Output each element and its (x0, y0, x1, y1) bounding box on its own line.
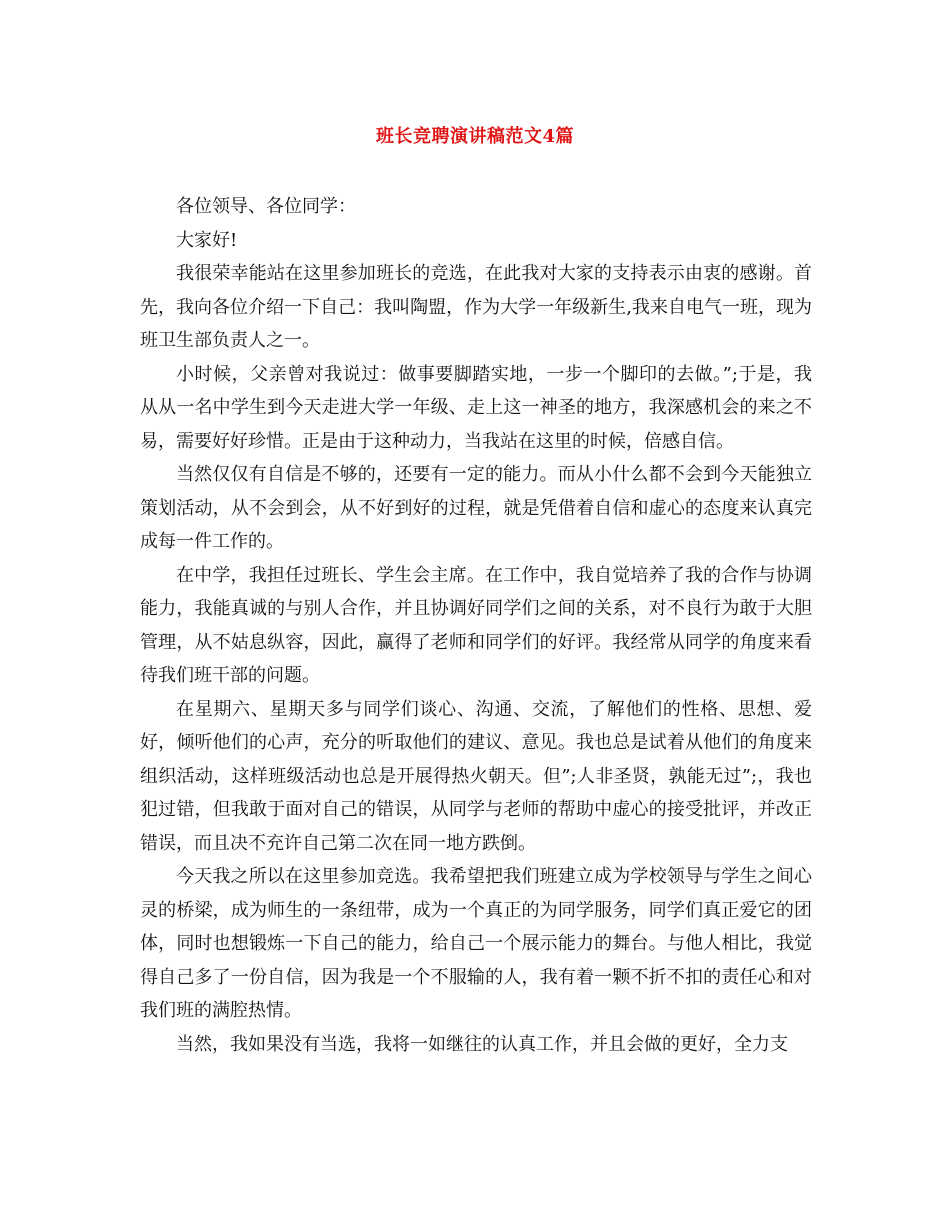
paragraph: 在中学，我担任过班长、学生会主席。在工作中，我自觉培养了我的合作与协调能力，我能真诚的与别人合作，并且协调好同学们之间的关系，对不良行为敢于大胆管理，从不姑息纵容，因此，赢得了老师和同学们的好评。我经常从同学的角度来看待我们班干部的问题。 (140, 564, 812, 686)
document-title: 班长竞聘演讲稿范文4篇 (375, 126, 575, 147)
paragraph: 小时候，父亲曾对我说过：做事要脚踏实地，一步一个脚印的去做。”;于是，我从从一名中学生到今天走进大学一年级、走上这一神圣的地方，我深感机会的来之不易，需要好好珍惜。正是由于这种动力，当我站在这里的时候，倍感自信。 (140, 363, 812, 452)
paragraph-greeting: 大家好! (176, 229, 238, 251)
paragraph-salutation: 各位领导、各位同学： (176, 196, 356, 217)
paragraph: 我很荣幸能站在这里参加班长的竞选，在此我对大家的支持表示由衷的感谢。首先，我向各位介绍一下自己：我叫陶盟，作为大学一年级新生,我来自电气一班，现为班卫生部负责人之一。 (140, 263, 812, 351)
paragraph: 在星期六、星期天多与同学们谈心、沟通、交流，了解他们的性格、思想、爱好，倾听他们的心声，充分的听取他们的建议、意见。我也总是试着从他们的角度来组织活动，这样班级活动也总是开展得热火朝天。但”;人非圣贤，孰能无过”;，我也犯过错，但我敢于面对自己的错误，从同学与老师的帮助中虚心的接受批评，并改正错误，而且决不充许自己第二次在同一地方跌倒。 (140, 698, 812, 854)
paragraph: 当然，我如果没有当选，我将一如继往的认真工作，并且会做的更好，全力支 (176, 1033, 788, 1055)
document-body (140, 190, 812, 1061)
paragraph: 当然仅仅有自信是不够的，还要有一定的能力。而从小什么都不会到今天能独立策划活动，从不会到会，从不好到好的过程，就是凭借着自信和虚心的态度来认真完成每一件工作的。 (140, 464, 812, 552)
paragraph: 今天我之所以在这里参加竞选。我希望把我们班建立成为学校领导与学生之间心灵的桥梁，成为师生的一条纽带，成为一个真正的为同学服务，同学们真正爱它的团体，同时也想锻炼一下自己的能力，给自己一个展示能力的舞台。与他人相比，我觉得自己多了一份自信，因为我是一个不服输的人，我有着一颗不折不扣的责任心和对我们班的满腔热情。 (140, 866, 812, 1021)
